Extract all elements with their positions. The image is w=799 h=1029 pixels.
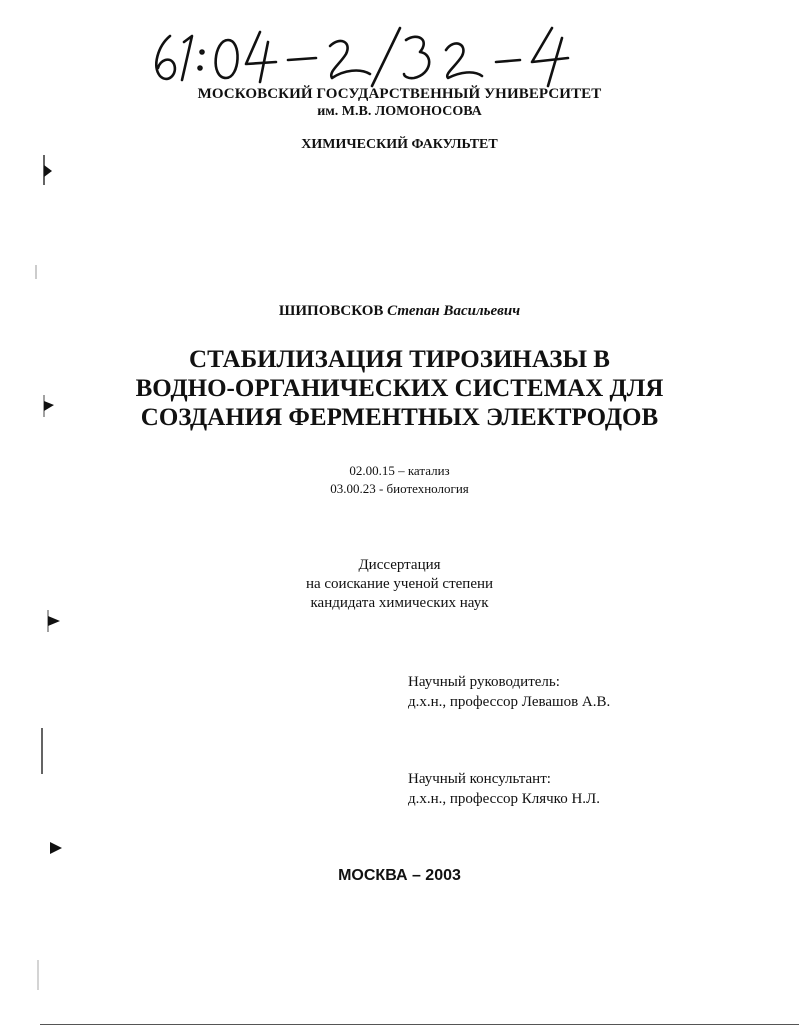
- consultant-block: [408, 769, 600, 809]
- university-name: МОСКОВСКИЙ ГОСУДАРСТВЕННЫЙ УНИВЕРСИТЕТ: [197, 86, 602, 102]
- advisor-block: [408, 672, 610, 712]
- degree-statement: [0, 556, 799, 613]
- author-surname: ШИПОВСКОВ: [278, 303, 384, 319]
- degree-line: на соискание ученой степени: [305, 576, 494, 592]
- specialty-item: 02.00.15 – катализ: [349, 463, 450, 478]
- author-given-names: Степан Васильевич: [387, 303, 521, 319]
- scan-artifact-line: [34, 265, 38, 279]
- scan-artifact-mark: [40, 155, 54, 185]
- handwritten-code: [148, 18, 578, 88]
- title-line: СОЗДАНИЯ ФЕРМЕНТНЫХ ЭЛЕКТРОДОВ: [140, 404, 659, 431]
- scan-bottom-edge: [40, 1024, 799, 1025]
- dissertation-title: [0, 345, 799, 432]
- author: [0, 303, 799, 320]
- title-line: СТАБИЛИЗАЦИЯ ТИРОЗИНАЗЫ В: [189, 346, 610, 373]
- specialty-item: 03.00.23 - биотехнология: [330, 481, 469, 496]
- scan-artifact-mark: [44, 610, 62, 632]
- advisor-label: Научный руководитель:: [408, 674, 560, 690]
- scan-artifact-line: [38, 728, 46, 774]
- degree-line: кандидата химических наук: [310, 595, 489, 611]
- advisor-name: д.х.н., профессор Левашов А.В.: [408, 694, 611, 710]
- city-year: МОСКВА – 2003: [338, 867, 461, 884]
- faculty-name: ХИМИЧЕСКИЙ ФАКУЛЬТЕТ: [301, 137, 498, 152]
- scan-artifact-mark: [46, 838, 64, 858]
- university-honorific: им. М.В. ЛОМОНОСОВА: [317, 104, 482, 119]
- specialties: [0, 462, 799, 498]
- degree-line: Диссертация: [358, 557, 441, 573]
- scan-artifact-line: [36, 960, 40, 990]
- consultant-label: Научный консультант:: [408, 771, 551, 787]
- title-line: ВОДНО-ОРГАНИЧЕСКИХ СИСТЕМАХ ДЛЯ: [135, 375, 664, 402]
- consultant-name: д.х.н., профессор Клячко Н.Л.: [408, 791, 600, 807]
- scan-artifact-mark: [40, 395, 56, 417]
